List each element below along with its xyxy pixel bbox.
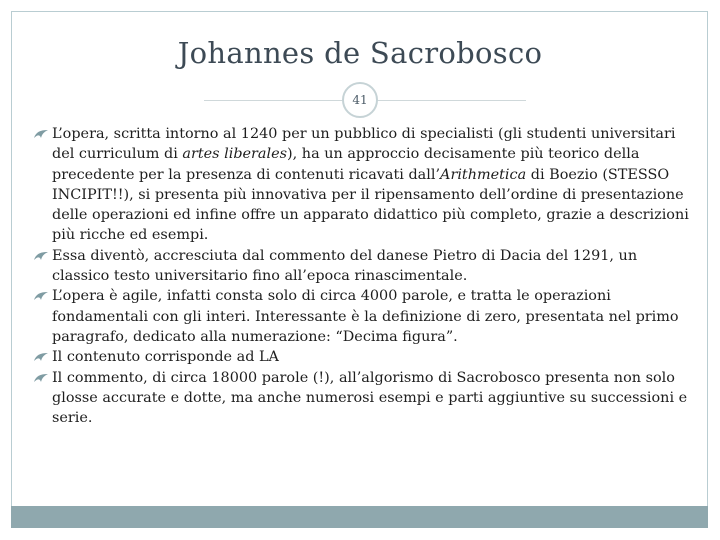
bullet-item	[33, 124, 693, 246]
bullet-text: ), ha un approccio decisamente più teorico della precedente per la presenza di contenuti ricavati dall’	[52, 146, 640, 183]
wing-bullet-icon	[33, 291, 49, 301]
bullet-text-italic: artes liberales	[182, 146, 288, 163]
bullet-text-italic: Arithmetica	[440, 166, 527, 183]
bullet-text: di Boezio (STESSO INCIPIT!!), si presenta più innovativa per il ripensamento dell’ordine di presentazione delle operazioni ed infine offre un apparato didattico più completo, grazie a descrizioni più ricche ed esempi.	[52, 166, 689, 244]
slide-content	[33, 124, 693, 428]
bullet-item	[33, 347, 693, 367]
bullet-item	[33, 286, 693, 347]
wing-bullet-icon	[33, 129, 49, 139]
bullet-text: L’opera è agile, infatti consta solo di circa 4000 parole, e tratta le operazioni fondamentali con gli interi. Interessante è la definizione di zero, presentata nel primo paragrafo, dedicato alla numerazione: “Decima figura”.	[52, 288, 679, 345]
bullet-item	[33, 368, 693, 429]
bullet-text: L’opera, scritta intorno al 1240 per un pubblico di specialisti (gli studenti universitari del curriculum di	[52, 126, 676, 163]
bullet-text: Il commento, di circa 18000 parole (!), all’algorismo di Sacrobosco presenta non solo glosse accurate e dotte, ma anche numerosi esempi e parti aggiuntive su successioni e serie.	[52, 369, 688, 427]
bullet-item	[33, 246, 693, 287]
bullet-text: Il contenuto corrisponde ad LA	[52, 349, 279, 366]
wing-bullet-icon	[33, 251, 49, 261]
slide-title: Johannes de Sacrobosco	[177, 36, 543, 70]
footer-bar	[11, 506, 708, 528]
wing-bullet-icon	[33, 352, 49, 362]
wing-bullet-icon	[33, 373, 49, 383]
bullet-text: Essa diventò, accresciuta dal commento del danese Pietro di Dacia del 1291, un classico testo universitario fino all’epoca rinascimentale.	[52, 247, 638, 285]
page-number-badge: 41	[342, 82, 378, 118]
